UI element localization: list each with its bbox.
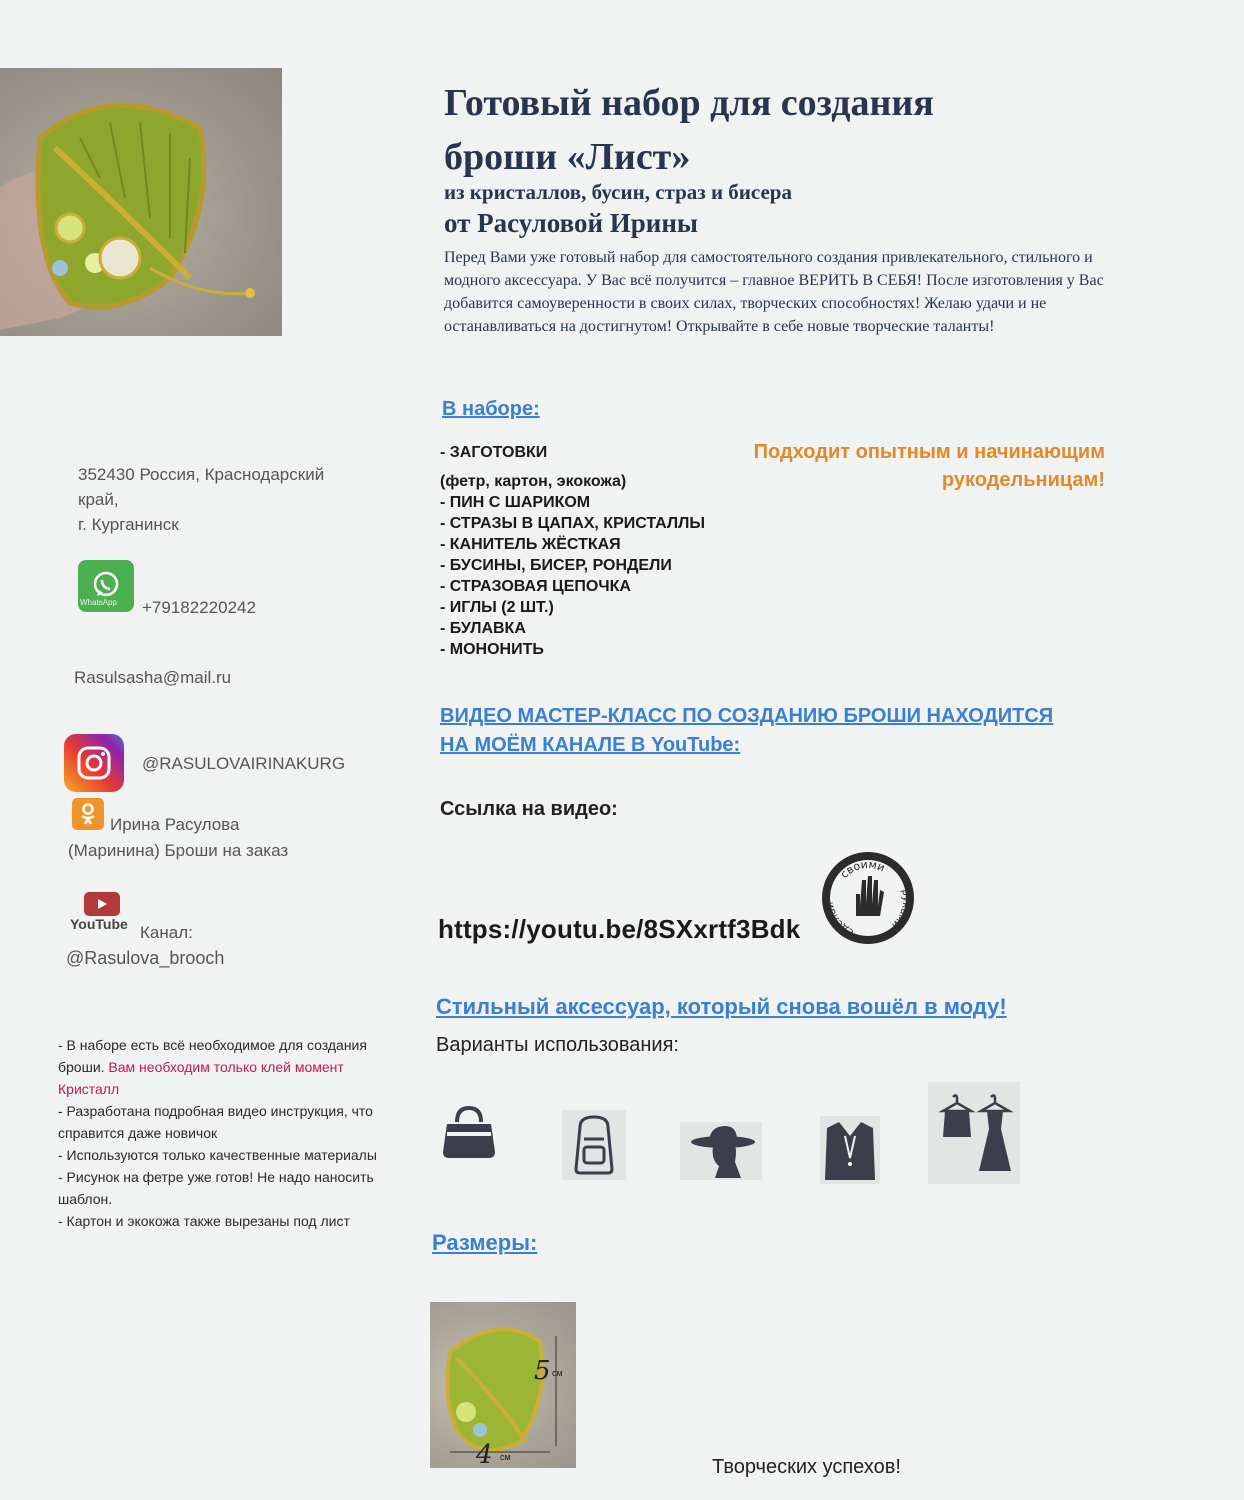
youtube-label: YouTube (70, 916, 128, 932)
video-heading[interactable]: ВИДЕО МАСТЕР-КЛАСС ПО СОЗДАНИЮ БРОШИ НАХОДИТСЯ НА МОЁМ КАНАЛЕ В YouTube: (440, 705, 1054, 756)
brooch-size-photo (430, 1302, 576, 1468)
kit-item: - ПИН С ШАРИКОМ (440, 494, 591, 511)
brooch-photo (0, 68, 282, 336)
stamp-text: сделай (824, 900, 856, 938)
jacket-icon (820, 1116, 880, 1184)
notes-list (58, 1034, 378, 1232)
channel-label: Канал: (140, 923, 193, 942)
address: 352430 Россия, Краснодарский край, г. Курганинск (78, 465, 325, 534)
note-item: - Используются только качественные материалы (58, 1147, 377, 1163)
sizes-heading: Размеры: (432, 1230, 538, 1255)
phone-number[interactable]: +79182220242 (142, 598, 256, 617)
stylish-heading: Стильный аксессуар, который снова вошёл в моду! (436, 994, 1007, 1019)
page-title: Готовый набор для создания броши «Лист» (444, 82, 934, 178)
ok-profile-desc: (Маринина) Броши на заказ (68, 841, 289, 860)
instagram-icon[interactable] (64, 734, 124, 792)
video-link-label: Ссылка на видео: (440, 798, 618, 820)
hat-icon (680, 1122, 762, 1180)
clothes-hanger-icon (928, 1082, 1020, 1184)
suitable-note: Подходит опытным и начинающим рукодельницам! (753, 441, 1105, 491)
kit-item: - СТРАЗОВАЯ ЦЕПОЧКА (440, 578, 631, 595)
kit-item: - МОНОНИТЬ (440, 641, 544, 658)
whatsapp-label: WhatsApp (80, 598, 117, 607)
closing-wish: Творческих успехов! (712, 1456, 901, 1478)
size-width: 4 (476, 1440, 493, 1470)
note-item: - Разработана подробная видео инструкция, что справится даже новичок (58, 1103, 373, 1141)
backpack-icon (562, 1110, 626, 1180)
stamp-text: руками (889, 888, 912, 931)
size-height-unit: см (552, 1368, 563, 1378)
page-subtitle: из кристаллов, бусин, страз и бисера (444, 180, 792, 204)
kit-heading: В наборе: (442, 398, 540, 420)
note-item: - Картон и экокожа также вырезаны под лист (58, 1213, 350, 1229)
youtube-icon[interactable] (84, 892, 120, 916)
intro-text: Перед Вами уже готовый набор для самостоятельного создания привлекательного, стильного и модного аксессуара. У Вас всё получится – главное ВЕРИТЬ В СЕБЯ! После изготовления у Вас добавится самоуверенности в своих силах, творческих способностях! Желаю удачи и не останавливаться на достигнутом! Открывайте в себе новые творческие таланты! (444, 249, 1104, 335)
kit-item: - КАНИТЕЛЬ ЖЁСТКАЯ (440, 536, 621, 553)
instagram-handle[interactable]: @RASULOVAIRINAKURG (142, 754, 346, 773)
kit-list (440, 442, 705, 660)
kit-item: - ЗАГОТОВКИ (440, 444, 548, 461)
email-address[interactable]: Rasulsasha@mail.ru (74, 668, 232, 687)
note-item: - Рисунок на фетре уже готов! Не надо наносить шаблон. (58, 1169, 374, 1207)
author-name: от Расуловой Ирины (444, 208, 698, 238)
handmade-stamp (820, 850, 916, 946)
stamp-text: своими (837, 857, 887, 881)
kit-item: - БУСИНЫ, БИСЕР, РОНДЕЛИ (440, 557, 672, 574)
kit-item: - СТРАЗЫ В ЦАПАХ, КРИСТАЛЛЫ (440, 515, 706, 532)
odnoklassniki-icon[interactable] (72, 798, 104, 830)
youtube-link[interactable]: https://youtu.be/8SXxrtf3Bdk (438, 914, 801, 944)
note-item: - В наборе есть всё необходимое для создания броши. Вам необходим только клей момент Кристалл (58, 1037, 367, 1097)
handbag-icon (438, 1100, 500, 1164)
kit-item: (фетр, картон, экокожа) (440, 473, 627, 490)
kit-item: - БУЛАВКА (440, 620, 526, 637)
ok-profile-name[interactable]: Ирина Расулова (110, 815, 240, 834)
usage-label: Варианты использования: (436, 1034, 679, 1056)
size-width-unit: см (500, 1452, 511, 1462)
kit-item: - ИГЛЫ (2 ШТ.) (440, 599, 554, 616)
size-height: 5 (534, 1356, 551, 1386)
youtube-channel[interactable]: @Rasulova_brooch (66, 948, 225, 968)
